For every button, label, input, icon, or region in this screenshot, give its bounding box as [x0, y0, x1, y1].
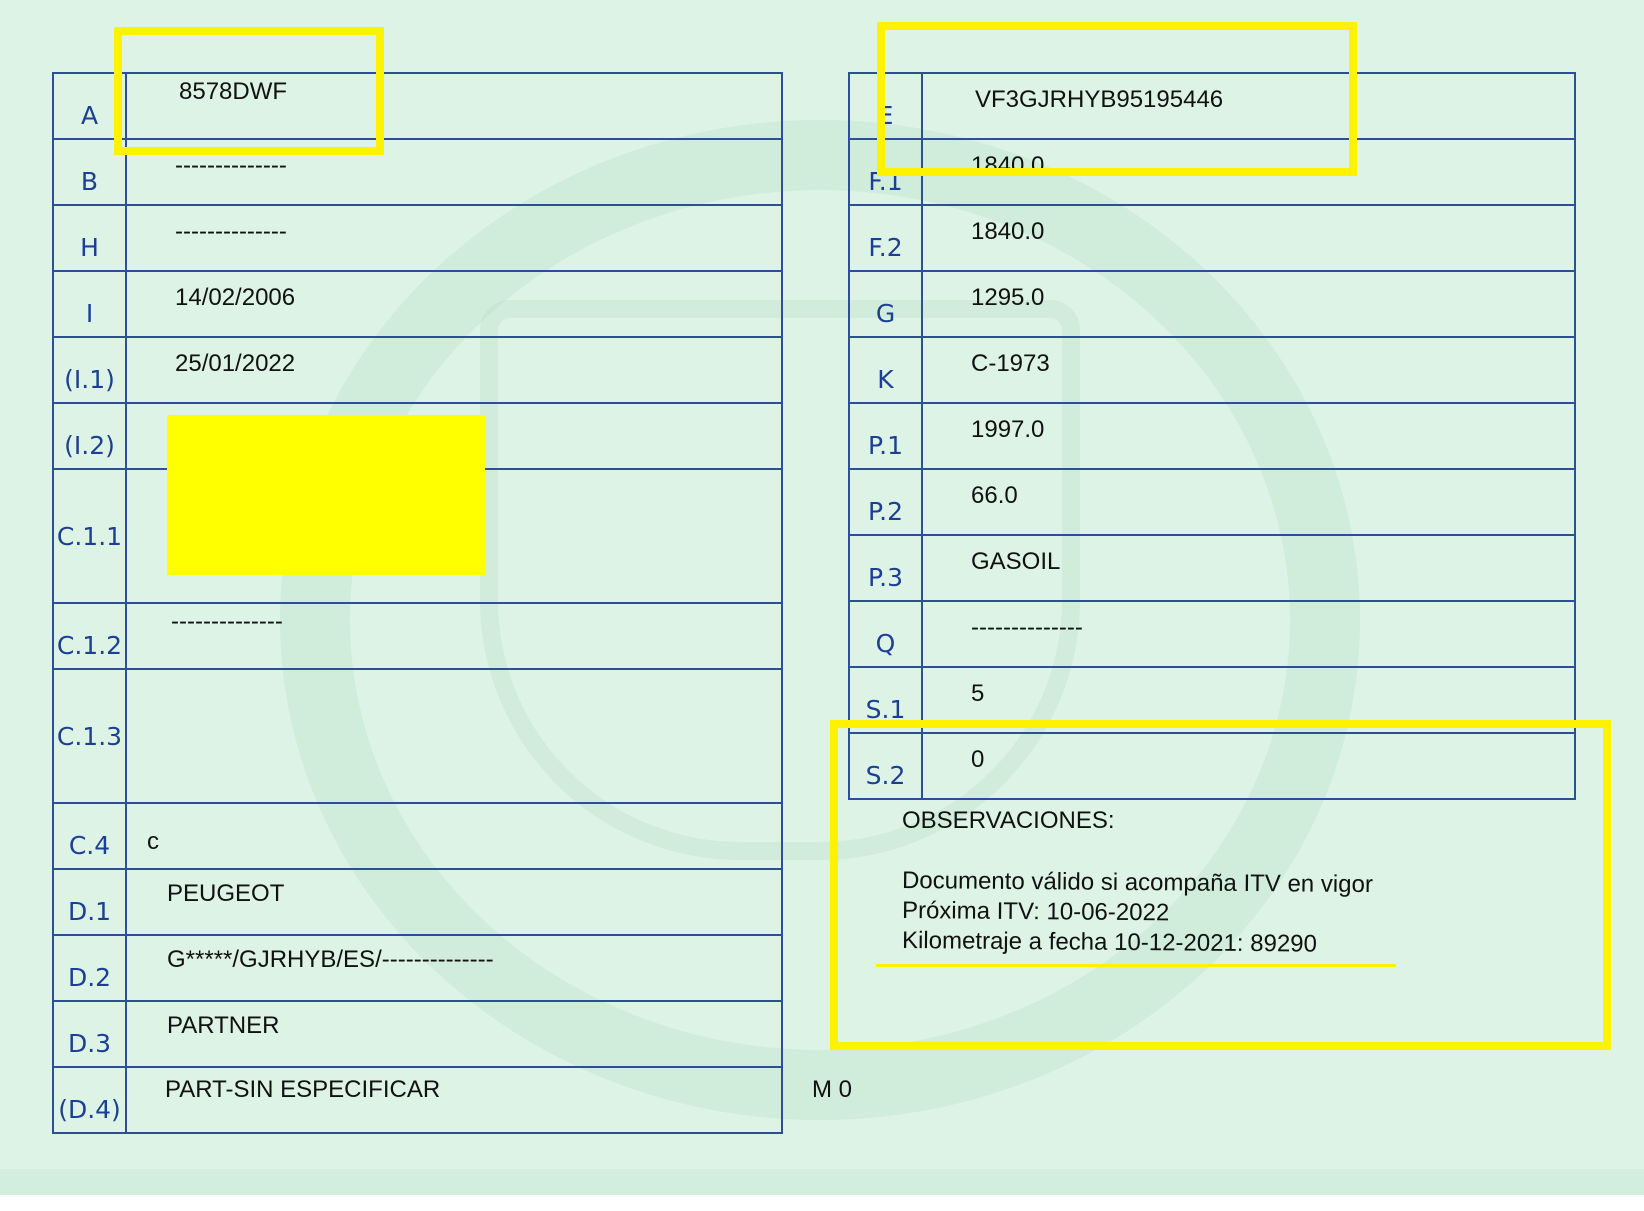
field-row-c12 [53, 603, 782, 669]
observation-line: Kilometraje a fecha 10-12-2021: 89290 [901, 927, 1318, 958]
field-code: S.2 [849, 733, 922, 799]
field-code: E [849, 73, 922, 139]
field-value: 1840.0 [971, 152, 1045, 179]
field-value: 8578DWF [179, 78, 288, 105]
field-value: PART-SIN ESPECIFICAR [165, 1076, 441, 1103]
field-code: C.1.2 [53, 603, 126, 669]
right-fields-table [848, 72, 1576, 800]
field-code: C.1.1 [53, 469, 126, 603]
field-value: C-1973 [971, 350, 1050, 377]
field-code: D.3 [53, 1001, 126, 1067]
observation-line: Documento válido si acompaña ITV en vigor [901, 867, 1374, 899]
field-value: VF3GJRHYB95195446 [975, 86, 1224, 113]
field-row-q [849, 601, 1575, 667]
field-code: A [53, 73, 126, 139]
field-code: D.2 [53, 935, 126, 1001]
field-code: (D.4) [53, 1067, 126, 1133]
field-row-d2 [53, 935, 782, 1001]
field-value: 0 [971, 746, 985, 773]
field-code: G [849, 271, 922, 337]
field-code: (I.1) [53, 337, 126, 403]
field-row-p3 [849, 535, 1575, 601]
field-value: 66.0 [971, 482, 1018, 509]
field-value: G*****/GJRHYB/ES/-------------- [167, 946, 494, 973]
field-row-c4 [53, 803, 782, 869]
field-code: F.2 [849, 205, 922, 271]
field-row-c13 [53, 669, 782, 803]
observation-line: Próxima ITV: 10-06-2022 [901, 897, 1170, 927]
field-code: D.1 [53, 869, 126, 935]
field-row-h [53, 205, 782, 271]
field-value: 25/01/2022 [175, 350, 296, 377]
field-code: Q [849, 601, 922, 667]
redaction-block [167, 415, 485, 575]
left-fields-table [52, 72, 783, 1134]
field-code: K [849, 337, 922, 403]
field-code: P.1 [849, 403, 922, 469]
field-row-i [53, 271, 782, 337]
field-row-k [849, 337, 1575, 403]
field-row-f2 [849, 205, 1575, 271]
paper-edge [0, 1169, 1644, 1195]
field-value: 14/02/2006 [175, 284, 296, 311]
field-row-d1 [53, 869, 782, 935]
field-value: PEUGEOT [167, 880, 285, 907]
field-row-i1 [53, 337, 782, 403]
field-row-p2 [849, 469, 1575, 535]
highlight-frame-plate [114, 27, 384, 155]
field-row-p1 [849, 403, 1575, 469]
field-value: 1295.0 [971, 284, 1045, 311]
m-code: M 0 [812, 1076, 853, 1103]
field-code: (I.2) [53, 403, 126, 469]
observations-title: OBSERVACIONES: [902, 807, 1115, 834]
field-code: C.1.3 [53, 669, 126, 803]
field-value: -------------- [175, 152, 287, 179]
field-row-d3 [53, 1001, 782, 1067]
field-code: H [53, 205, 126, 271]
field-code: F.1 [849, 139, 922, 205]
field-value: -------------- [171, 608, 283, 635]
field-value: PARTNER [167, 1012, 280, 1039]
field-value: 1997.0 [971, 416, 1045, 443]
field-code: B [53, 139, 126, 205]
field-value: c [147, 828, 159, 855]
field-code: P.3 [849, 535, 922, 601]
field-value: 1840.0 [971, 218, 1045, 245]
field-code: C.4 [53, 803, 126, 869]
field-value: GASOIL [971, 548, 1061, 575]
field-row-d4 [53, 1067, 782, 1133]
field-code: S.1 [849, 667, 922, 733]
field-row-g [849, 271, 1575, 337]
field-code: P.2 [849, 469, 922, 535]
field-value: -------------- [971, 614, 1083, 641]
field-value: -------------- [175, 218, 287, 245]
field-code: I [53, 271, 126, 337]
highlight-frame-observations [830, 720, 1611, 1050]
highlight-frame-vin [877, 22, 1357, 176]
field-value: 5 [971, 680, 985, 707]
